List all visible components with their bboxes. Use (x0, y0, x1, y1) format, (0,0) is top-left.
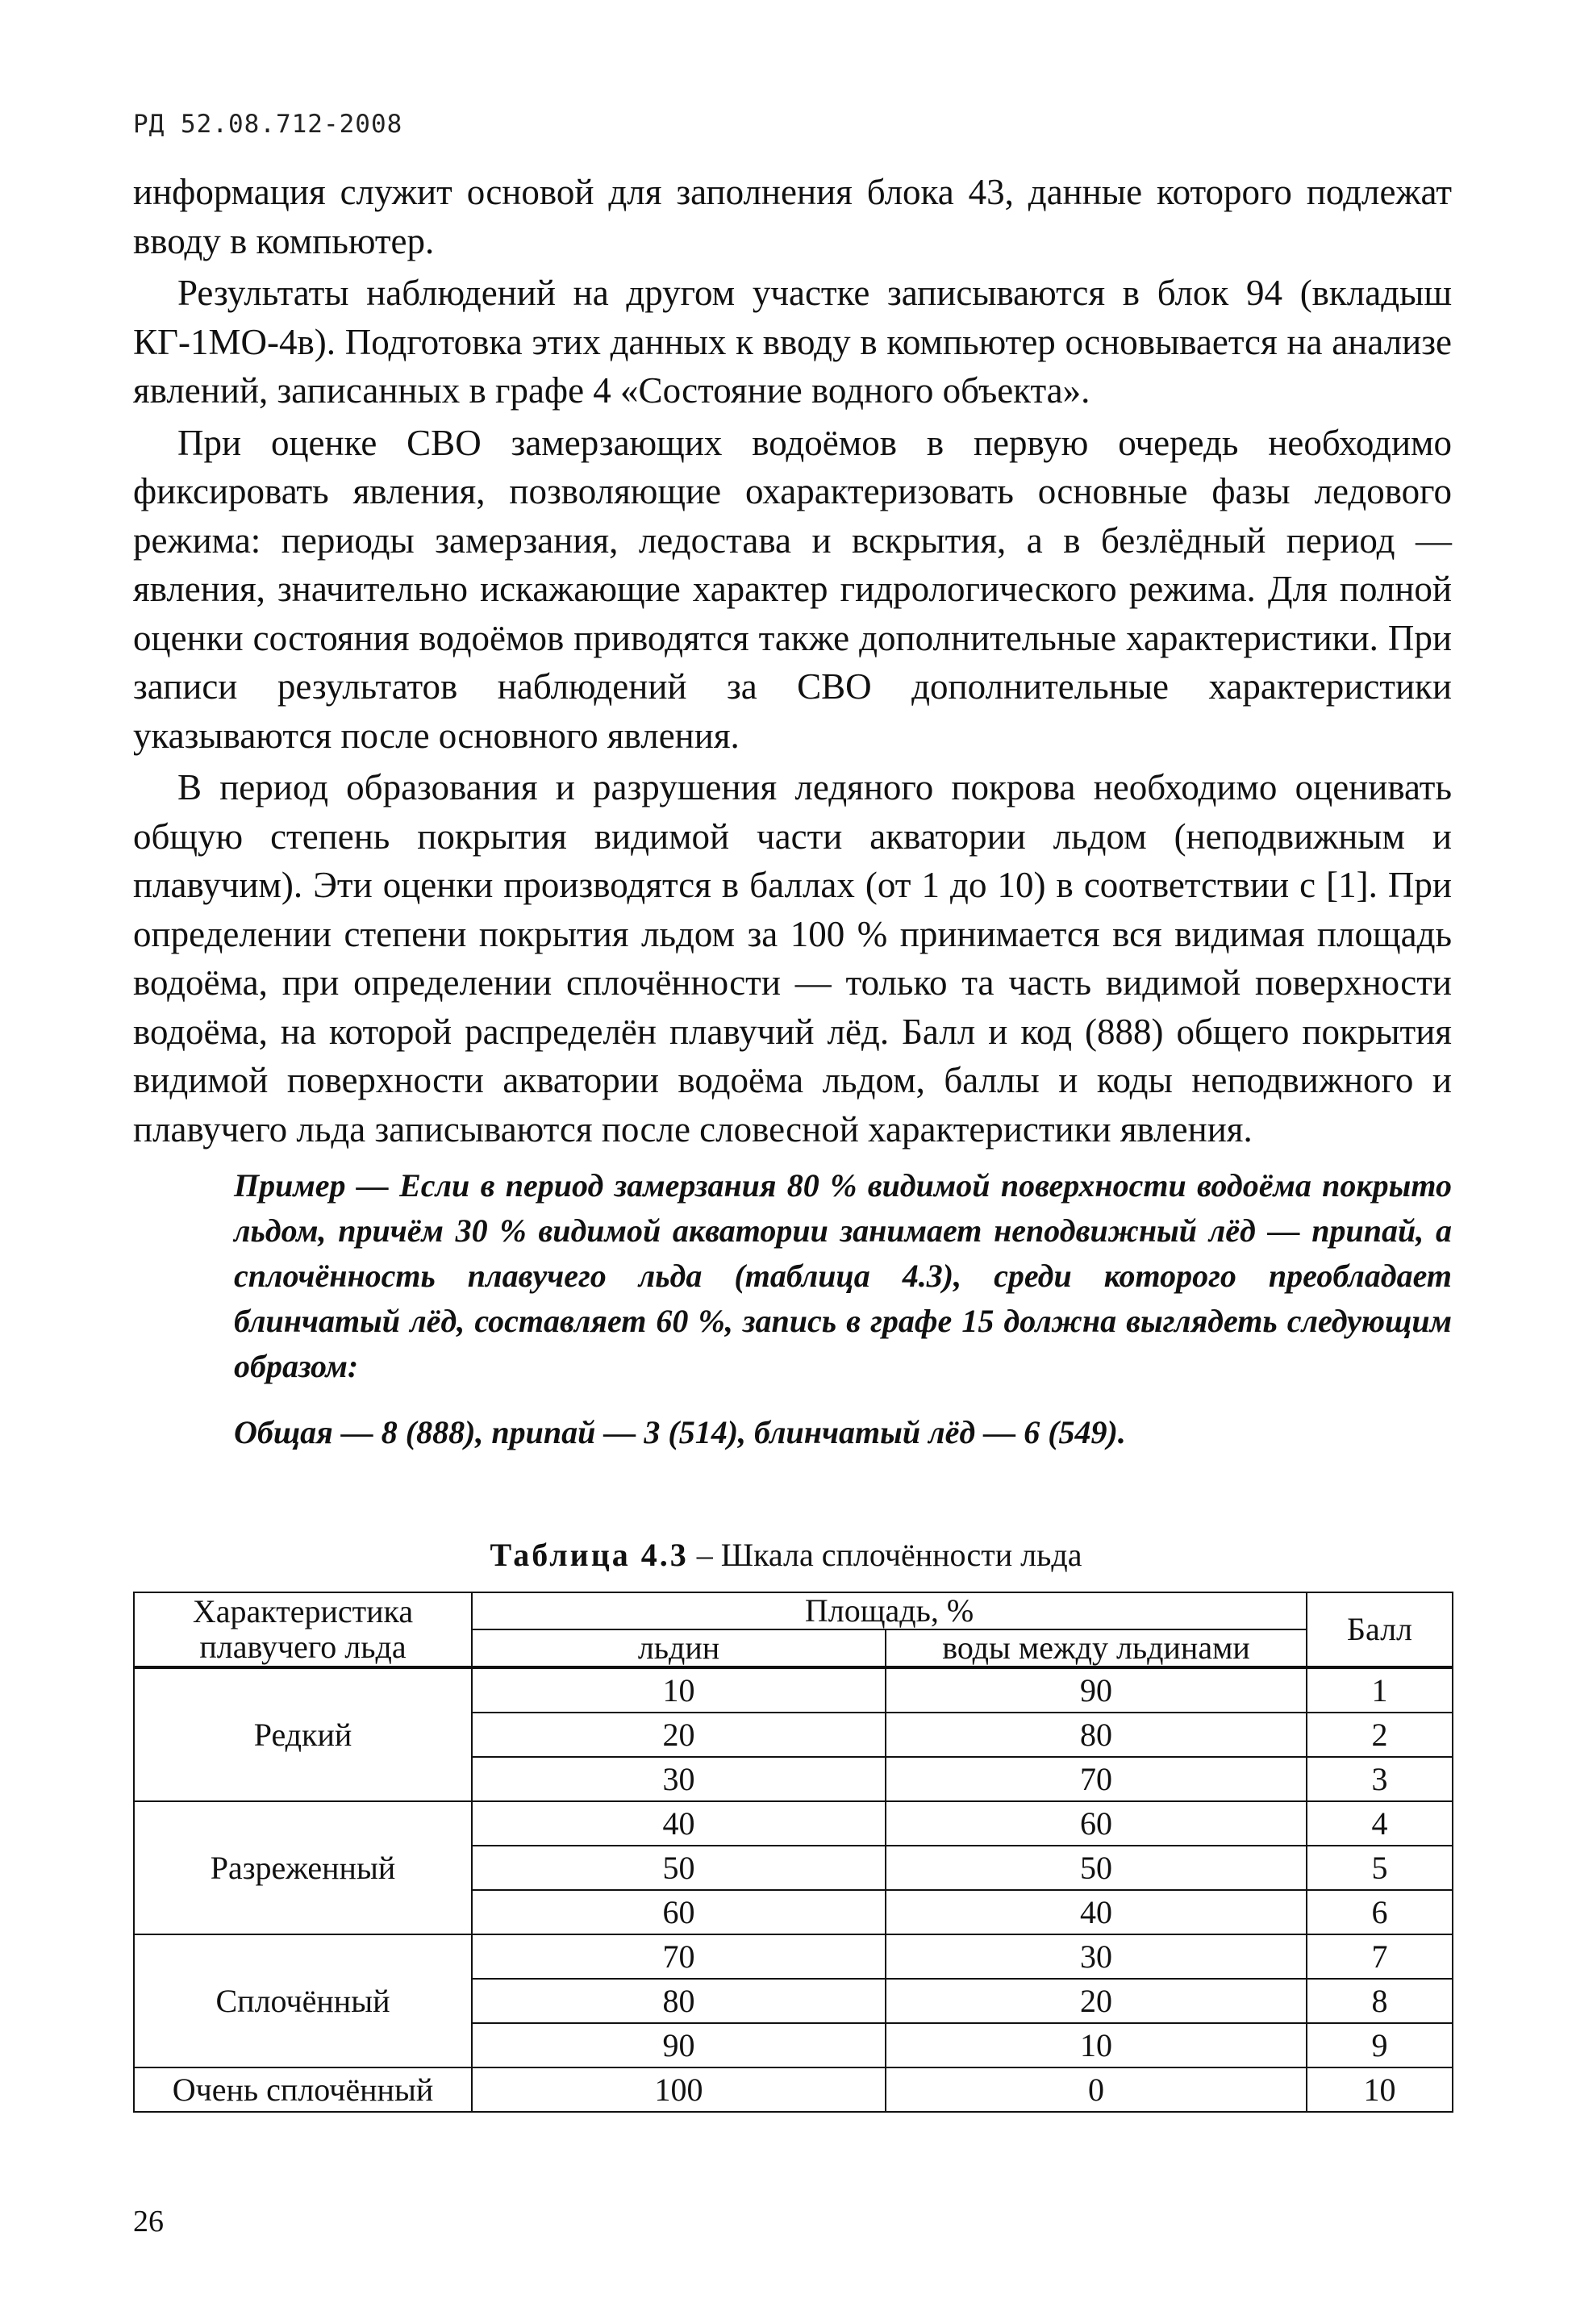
cell-score: 2 (1307, 1713, 1453, 1757)
cell-water: 40 (886, 1890, 1307, 1934)
paragraph-ice-coverage: В период образования и разрушения ледяного покрова необходимо оценивать общую степень покрытия видимой части акватории льдом (неподвижным и плавучим). Эти оценки производятся в баллах (от 1 до 10) в соответствии с [1]. При определении степени покрытия льдом за 100 % принимается вся видимая площадь водоёма, при определении сплочённости — только та часть видимой поверхности водоёма, на которой распределён плавучий лёд. Балл и код (888) общего покрытия видимой поверхности акватории водоёма льдом, баллы и коды неподвижного и плавучего льда записываются после словесной характеристики явления. (133, 767, 1452, 1149)
header-characteristic: Характеристика плавучего льда (134, 1592, 472, 1667)
document-code-header: РД 52.08.712-2008 (133, 110, 403, 139)
cell-score: 1 (1307, 1667, 1453, 1713)
cell-floes: 40 (472, 1801, 886, 1846)
cell-water: 60 (886, 1801, 1307, 1846)
header-area: Площадь, % (472, 1592, 1307, 1629)
table-caption (0, 1533, 1572, 1578)
paragraph-block-94: Результаты наблюдений на другом участке записываются в блок 94 (вкладыш КГ-1МО-4в). Подготовка этих данных к вводу в компьютер основывается на анализе явлений, записанных в графе 4 «Состояние водного объекта». (133, 273, 1452, 411)
table-row (134, 1934, 1453, 1979)
header-score: Балл (1307, 1592, 1453, 1667)
example-result: Общая — 8 (888), припай — 3 (514), блинчатый лёд — 6 (549). (234, 1414, 1126, 1450)
cell-score: 3 (1307, 1757, 1453, 1801)
table-row (134, 2067, 1453, 2112)
cell-score: 9 (1307, 2023, 1453, 2067)
cell-water: 90 (886, 1667, 1307, 1713)
cell-score: 6 (1307, 1890, 1453, 1934)
table-caption-text: – Шкала сплочённости льда (688, 1537, 1082, 1573)
body-text (133, 168, 1452, 1455)
cell-score: 8 (1307, 1979, 1453, 2023)
cell-floes: 50 (472, 1846, 886, 1890)
cell-water: 0 (886, 2067, 1307, 2112)
cell-score: 7 (1307, 1934, 1453, 1979)
cell-score: 10 (1307, 2067, 1453, 2112)
group-name: Очень сплочённый (134, 2067, 472, 2112)
cell-water: 30 (886, 1934, 1307, 1979)
cell-water: 70 (886, 1757, 1307, 1801)
group-name: Разреженный (134, 1801, 472, 1934)
cell-floes: 20 (472, 1713, 886, 1757)
cell-floes: 100 (472, 2067, 886, 2112)
cell-water: 20 (886, 1979, 1307, 2023)
table-row (134, 1801, 1453, 1846)
paragraph-svo-assessment: При оценке СВО замерзающих водоёмов в первую очередь необходимо фиксировать явления, позволяющие охарактеризовать основные фазы ледового режима: периоды замерзания, ледостава и вскрытия, а в безлёдный период — явления, значительно искажающие характер гидрологического режима. Для полной оценки состояния водоёмов приводятся также дополнительные характеристики. При записи результатов наблюдений за СВО дополнительные характеристики указываются после основного явления. (133, 422, 1452, 756)
paragraph-continuation: информация служит основой для заполнения блока 43, данные которого подлежат вводу в компьютер. (133, 172, 1452, 261)
header-water: воды между льдинами (886, 1629, 1307, 1667)
page-number: 26 (133, 2205, 164, 2238)
cell-floes: 10 (472, 1667, 886, 1713)
cell-water: 50 (886, 1846, 1307, 1890)
group-name: Сплочённый (134, 1934, 472, 2067)
cell-water: 10 (886, 2023, 1307, 2067)
table-caption-label: Таблица 4.3 (490, 1537, 689, 1573)
cell-floes: 90 (472, 2023, 886, 2067)
cell-floes: 30 (472, 1757, 886, 1801)
cell-floes: 80 (472, 1979, 886, 2023)
table-row (134, 1667, 1453, 1713)
cell-water: 80 (886, 1713, 1307, 1757)
cell-floes: 70 (472, 1934, 886, 1979)
group-name: Редкий (134, 1667, 472, 1801)
cell-score: 5 (1307, 1846, 1453, 1890)
cell-floes: 60 (472, 1890, 886, 1934)
example-note: Пример — Если в период замерзания 80 % видимой поверхности водоёма покрыто льдом, причём 30 % видимой акватории занимает неподвижный лёд — припай, а сплочённость плавучего льда (таблица 4.3), среди которого преобладает блинчатый лёд, составляет 60 %, запись в графе 15 должна выглядеть следующим образом: (234, 1167, 1452, 1384)
header-floes: льдин (472, 1629, 886, 1667)
ice-concentration-table (133, 1592, 1453, 2113)
cell-score: 4 (1307, 1801, 1453, 1846)
